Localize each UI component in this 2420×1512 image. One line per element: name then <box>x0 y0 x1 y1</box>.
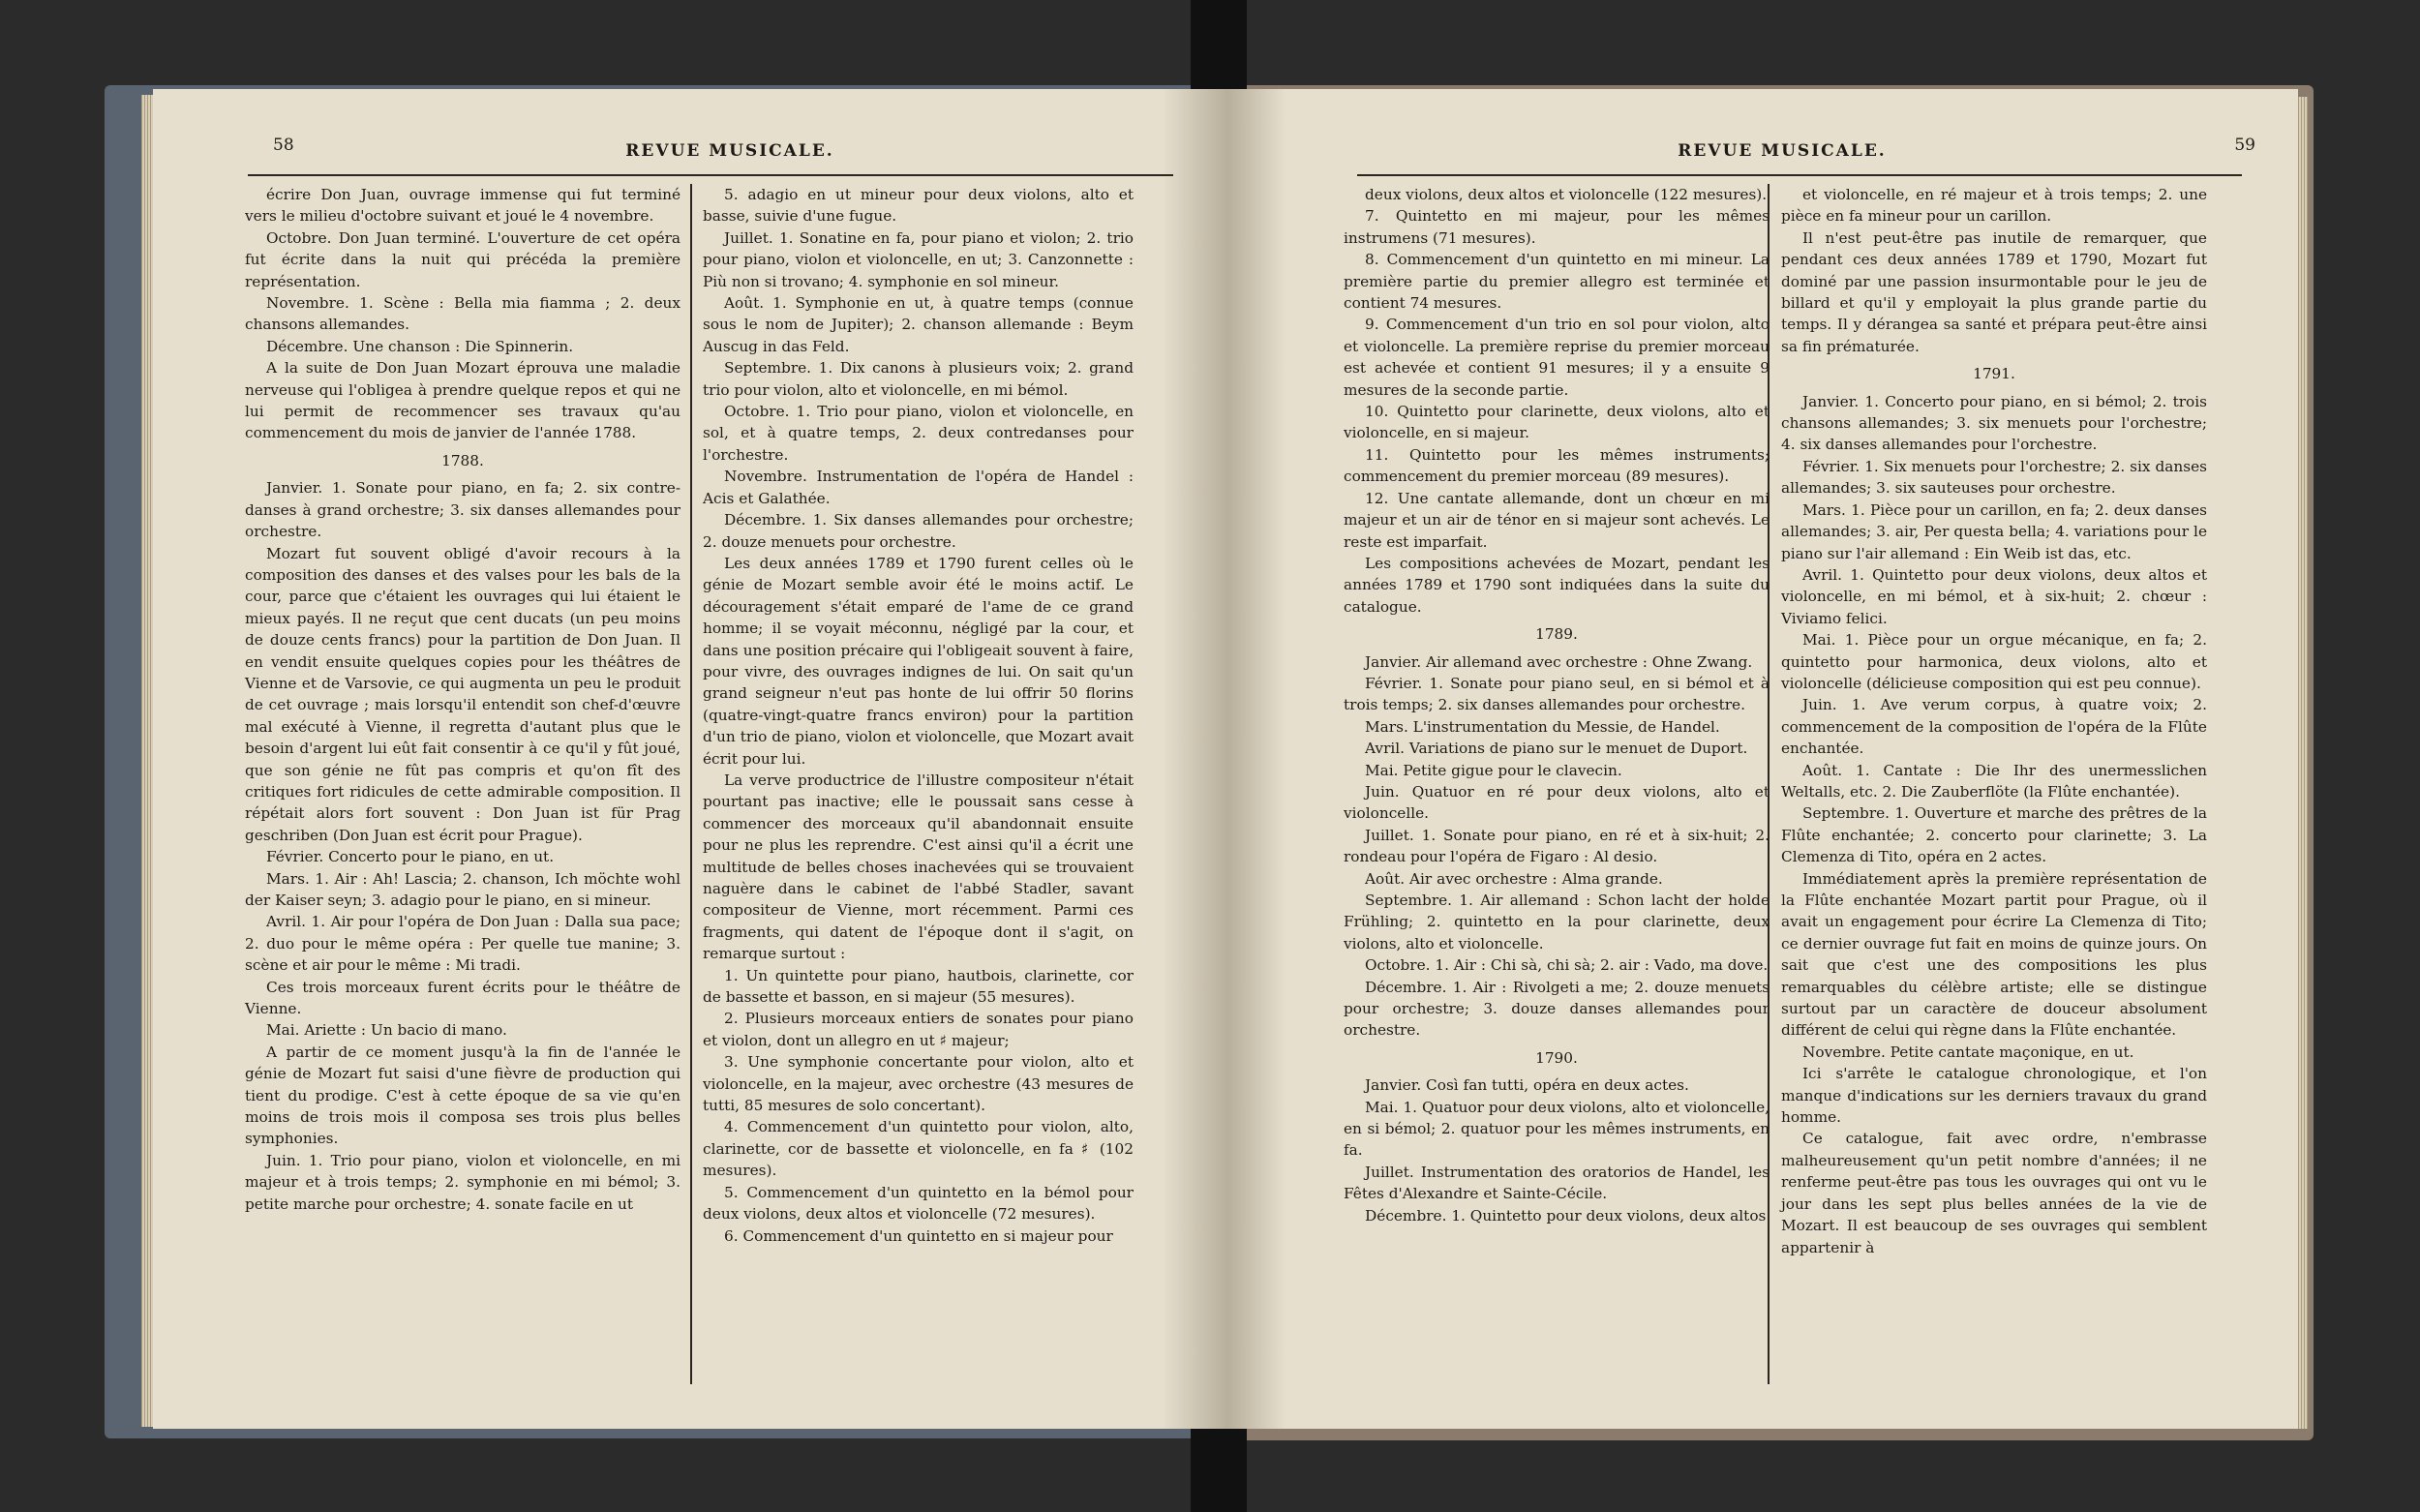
paragraph: Mars. 1. Air : Ah! Lascia; 2. chanson, Ich möchte wohl der Kaiser seyn; 3. adagio pour le piano, en si mineur. <box>245 869 681 909</box>
left-page <box>153 89 1229 1429</box>
paragraph: Juillet. Instrumentation des oratorios de Handel, les Fêtes d'Alexandre et Sainte-Cécile. <box>1344 1163 1770 1203</box>
paragraph: 4. Commencement d'un quintetto pour violon, alto, clarinette, cor de bassette et violoncelle, en fa ♯ (102 mesures). <box>703 1118 1134 1180</box>
paragraph: Avril. 1. Quintetto pour deux violons, deux altos et violoncelle, en mi bémol, et à six-huit; 2. chœur : Viviamo felici. <box>1781 565 2207 627</box>
paragraph: A partir de ce moment jusqu'à la fin de l'année le génie de Mozart fut saisi d'une fièvre de production qui tient du prodige. C'est à cette époque de sa vie qu'en moins de trois mois il composa ses trois plus belles symphonies. <box>245 1043 681 1148</box>
paragraph: Février. Concerto pour le piano, en ut. <box>266 848 555 866</box>
paragraph: Mars. L'instrumentation du Messie, de Handel. <box>1365 717 1720 736</box>
paragraph: Novembre. 1. Scène : Bella mia fiamma ; 2. deux chansons allemandes. <box>245 294 681 334</box>
paragraph: Mai. Petite gigue pour le clavecin. <box>1365 761 1622 779</box>
right-column-1 <box>1344 184 1770 1226</box>
page-number-left: 58 <box>273 136 294 155</box>
paragraph: Janvier. Air allemand avec orchestre : Ohne Zwang. <box>1365 652 1753 671</box>
year-heading: 1791. <box>1973 365 2015 383</box>
paragraph: Septembre. 1. Ouverture et marche des prêtres de la Flûte enchantée; 2. concerto pour clarinette; 3. La Clemenza di Tito, opéra en 2 actes. <box>1781 804 2207 866</box>
header-rule-left <box>248 174 1173 176</box>
paragraph: Mai. 1. Pièce pour un orgue mécanique, en fa; 2. quintetto pour harmonica, deux violons, alto et violoncelle (délicieuse composition qui est peu connue). <box>1781 631 2207 692</box>
right-page <box>1227 89 2298 1429</box>
paragraph: Juillet. 1. Sonate pour piano, en ré et à six-huit; 2. rondeau pour l'opéra de Figaro : Al desio. <box>1344 826 1770 866</box>
paragraph: Juin. 1. Trio pour piano, violon et violoncelle, en mi majeur et à trois temps; 2. symphonie en mi bémol; 3. petite marche pour orchestre; 4. sonate facile en ut <box>245 1151 681 1213</box>
paragraph: Décembre. 1. Quintetto pour deux violons, deux altos <box>1365 1206 1767 1225</box>
paragraph: deux violons, deux altos et violoncelle (122 mesures). <box>1365 186 1768 203</box>
paragraph: 11. Quintetto pour les mêmes instruments; commencement du premier morceau (89 mesures). <box>1344 445 1770 486</box>
paragraph: Ici s'arrête le catalogue chronologique, et l'on manque d'indications sur les derniers travaux du grand homme. <box>1781 1065 2207 1127</box>
page-number-right: 59 <box>2234 136 2255 155</box>
paragraph: Février. 1. Sonate pour piano seul, en si bémol et à trois temps; 2. six danses allemandes pour orchestre. <box>1344 674 1770 714</box>
year-heading: 1790. <box>1535 1048 1578 1067</box>
paragraph: Juillet. 1. Sonatine en fa, pour piano et violon; 2. trio pour piano, violon et violoncelle, en ut; 3. Canzonnette : Più non si trovano; 4. symphonie en sol mineur. <box>703 228 1134 290</box>
page-edges-left <box>141 95 153 1427</box>
paragraph: Novembre. Petite cantate maçonique, en ut. <box>1802 1043 2134 1061</box>
paragraph: 12. Une cantate allemande, dont un chœur en mi majeur et un air de ténor en si majeur sont achevés. Le reste est imparfait. <box>1344 489 1770 551</box>
paragraph: 3. Une symphonie concertante pour violon, alto et violoncelle, en la majeur, avec orchestre (43 mesures de tutti, 85 mesures de solo concertant). <box>703 1053 1134 1115</box>
paragraph: Avril. Variations de piano sur le menuet de Duport. <box>1365 740 1748 758</box>
column-divider-left <box>690 184 692 1384</box>
paragraph: Mars. 1. Pièce pour un carillon, en fa; 2. deux danses allemandes; 3. air, Per questa bella; 4. variations pour le piano sur l'air allemand : Ein Weib ist das, etc. <box>1781 500 2207 562</box>
paragraph: Mozart fut souvent obligé d'avoir recours à la composition des danses et des valses pour les bals de la cour, parce que c'étaient les ouvrages qui lui étaient le mieux payés. Il ne reçut que cent ducats (un peu moins de douze cents francs) pour la partition de Don Juan. Il en vendit ensuite quelques copies pour les théâtres de Vienne et de Varsovie, ce qui augmenta un peu le produit de cet ouvrage ; mais lorsqu'il entendit son chef-d'œuvre mal exécuté à Vienne, il regretta d'autant plus que le besoin d'argent lui eût fait consentir à ce qu'il y fût joué, que son génie ne fût pas compris et qu'on fît des critiques fort ridicules de cette admirable composition. Il répétait alors fort souvent : Don Juan ist für Prag geschriben (Don Juan est écrit pour Prague). <box>245 544 681 844</box>
paragraph: Octobre. Don Juan terminé. L'ouverture de cet opéra fut écrite dans la nuit qui précéda la première représentation. <box>245 228 681 290</box>
paragraph: 5. adagio en ut mineur pour deux violons, alto et basse, suivie d'une fugue. <box>703 186 1134 226</box>
paragraph: 8. Commencement d'un quintetto en mi mineur. La première partie du premier allegro est terminée et contient 74 mesures. <box>1344 251 1770 313</box>
paragraph: 6. Commencement d'un quintetto en si majeur pour <box>724 1226 1113 1245</box>
running-head-left: REVUE MUSICALE. <box>625 141 834 161</box>
paragraph: Septembre. 1. Air allemand : Schon lacht der holde Frühling; 2. quintetto en la pour clarinette, deux violons, alto et violoncelle. <box>1344 892 1770 953</box>
paragraph: 10. Quintetto pour clarinette, deux violons, alto et violoncelle, en si majeur. <box>1344 403 1770 442</box>
left-column-2 <box>703 184 1134 1247</box>
paragraph: Août. 1. Cantate : Die Ihr des unermesslichen Weltalls, etc. 2. Die Zauberflöte (la Flûte enchantée). <box>1781 761 2207 801</box>
header-rule-right <box>1357 174 2242 176</box>
paragraph: Janvier. 1. Sonate pour piano, en fa; 2. six contre-danses à grand orchestre; 3. six danses allemandes pour orchestre. <box>245 479 681 541</box>
year-heading: 1789. <box>1535 625 1578 644</box>
paragraph: Immédiatement après la première représentation de la Flûte enchantée Mozart partit pour Prague, où il avait un engagement pour écrire La Clemenza di Tito; ce dernier ouvrage fut fait en moins de quinze jours. On sait que c'est une des compositions les plus remarquables du célèbre artiste; elle se distingue surtout par un caractère de douceur absolument différent de celui qui règne dans la Flûte enchantée. <box>1781 869 2207 1040</box>
running-head-right: REVUE MUSICALE. <box>1678 141 1887 161</box>
paragraph: A la suite de Don Juan Mozart éprouva une maladie nerveuse qui l'obligea à prendre quelque repos et qui ne lui permit de recommencer ses travaux qu'au commencement du mois de janvier de l'année 1788. <box>245 359 681 442</box>
paragraph: Avril. 1. Air pour l'opéra de Don Juan : Dalla sua pace; 2. duo pour le même opéra : Per quelle tue manine; 3. scène et air pour le même : Mi tradi. <box>245 913 681 975</box>
right-column-2 <box>1781 184 2207 1258</box>
paragraph: 5. Commencement d'un quintetto en la bémol pour deux violons, deux altos et violoncelle (72 mesures). <box>703 1183 1134 1224</box>
left-column-1 <box>245 184 681 1215</box>
paragraph: Août. Air avec orchestre : Alma grande. <box>1365 869 1663 888</box>
paragraph: Janvier. Così fan tutti, opéra en deux actes. <box>1365 1076 1689 1095</box>
paragraph: Ce catalogue, fait avec ordre, n'embrasse malheureusement qu'un petit nombre d'années; il ne renferme peut-être pas tous les ouvrages qui ont vu le jour dans les sept plus belles années de la vie de Mozart. Il est beaucoup de ses ouvrages qui semblent appartenir à <box>1781 1130 2207 1256</box>
paragraph: 7. Quintetto en mi majeur, pour les mêmes instrumens (71 mesures). <box>1344 207 1770 247</box>
paragraph: et violoncelle, en ré majeur et à trois temps; 2. une pièce en fa mineur pour un carillon. <box>1781 186 2207 226</box>
paragraph: Août. 1. Symphonie en ut, à quatre temps (connue sous le nom de Jupiter); 2. chanson allemande : Beym Auscug in das Feld. <box>703 294 1134 355</box>
paragraph: Mai. Ariette : Un bacio di mano. <box>266 1021 507 1040</box>
year-heading: 1788. <box>441 451 484 469</box>
paragraph: 2. Plusieurs morceaux entiers de sonates pour piano et violon, dont un allegro en ut ♯ majeur; <box>703 1010 1134 1049</box>
paragraph: Les deux années 1789 et 1790 furent celles où le génie de Mozart semble avoir été le moins actif. Le découragement s'était emparé de l'ame de ce grand homme; il se voyait méconnu, négligé par la cour, et dans une position précaire qui l'obligeait souvent à faire, pour vivre, des ouvrages indignes de lui. On sait qu'un grand seigneur n'eut pas honte de lui offrir 50 florins (quatre-vingt-quatre francs environ) pour la partition d'un trio de piano, violon et violoncelle, que Mozart avait écrit pour lui. <box>703 554 1134 768</box>
paragraph: Ces trois morceaux furent écrits pour le théâtre de Vienne. <box>245 978 681 1018</box>
paragraph: Mai. 1. Quatuor pour deux violons, alto et violoncelle, en si bémol; 2. quatuor pour les mêmes instruments, en fa. <box>1344 1098 1770 1160</box>
paragraph: Février. 1. Six menuets pour l'orchestre; 2. six danses allemandes; 3. six sauteuses pour orchestre. <box>1781 457 2207 498</box>
column-divider-right <box>1768 184 1770 1384</box>
paragraph: Les compositions achevées de Mozart, pendant les années 1789 et 1790 sont indiquées dans la suite du catalogue. <box>1344 554 1770 616</box>
paragraph: Juin. 1. Ave verum corpus, à quatre voix; 2. commencement de la composition de l'opéra de la Flûte enchantée. <box>1781 696 2207 758</box>
paragraph: Il n'est peut-être pas inutile de remarquer, que pendant ces deux années 1789 et 1790, Mozart fut dominé par une passion insurmontable pour le jeu de billard et qu'il y employait la plus grande partie du temps. Il y dérangea sa santé et prépara peut-être ainsi sa fin prématurée. <box>1781 228 2207 355</box>
paragraph: Novembre. Instrumentation de l'opéra de Handel : Acis et Galathée. <box>703 468 1134 507</box>
paragraph: Juin. Quatuor en ré pour deux violons, alto et violoncelle. <box>1344 782 1770 823</box>
paragraph: Décembre. 1. Air : Rivolgeti a me; 2. douze menuets pour orchestre; 3. douze danses allemandes pour orchestre. <box>1344 978 1770 1040</box>
paragraph: Décembre. 1. Six danses allemandes pour orchestre; 2. douze menuets pour orchestre. <box>703 511 1134 551</box>
paragraph: 1. Un quintette pour piano, hautbois, clarinette, cor de bassette et basson, en si majeur (55 mesures). <box>703 966 1134 1007</box>
paragraph: écrire Don Juan, ouvrage immense qui fut terminé vers le milieu d'octobre suivant et joué le 4 novembre. <box>245 186 681 226</box>
paragraph: Octobre. 1. Air : Chi sà, chi sà; 2. air : Vado, ma dove. <box>1365 956 1769 975</box>
paragraph: 9. Commencement d'un trio en sol pour violon, alto et violoncelle. La première reprise du premier morceau est achevée et contient 91 mesures; il y a ensuite 9 mesures de la seconde partie. <box>1344 316 1770 399</box>
paragraph: Janvier. 1. Concerto pour piano, en si bémol; 2. trois chansons allemandes; 3. six menuets pour l'orchestre; 4. six danses allemandes pour l'orchestre. <box>1781 392 2207 454</box>
paragraph: La verve productrice de l'illustre compositeur n'était pourtant pas inactive; elle le poussait sans cesse à commencer des morceaux qu'il abandonnait ensuite pour ne plus les reprendre. C'est ainsi qu'il a écrit une multitude de belles choses inachevées qui se trouvaient naguère dans le cabinet de l'abbé Stadler, savant compositeur de Vienne, mort récemment. Parmi ces fragments, qui datent de l'époque dont il s'agit, on remarque surtout : <box>703 771 1134 963</box>
paragraph: Septembre. 1. Dix canons à plusieurs voix; 2. grand trio pour violon, alto et violoncelle, en mi bémol. <box>703 359 1134 399</box>
paragraph: Décembre. Une chanson : Die Spinnerin. <box>266 337 574 355</box>
paragraph: Octobre. 1. Trio pour piano, violon et violoncelle, en sol, et à quatre temps, 2. deux contredanses pour l'orchestre. <box>703 403 1134 464</box>
